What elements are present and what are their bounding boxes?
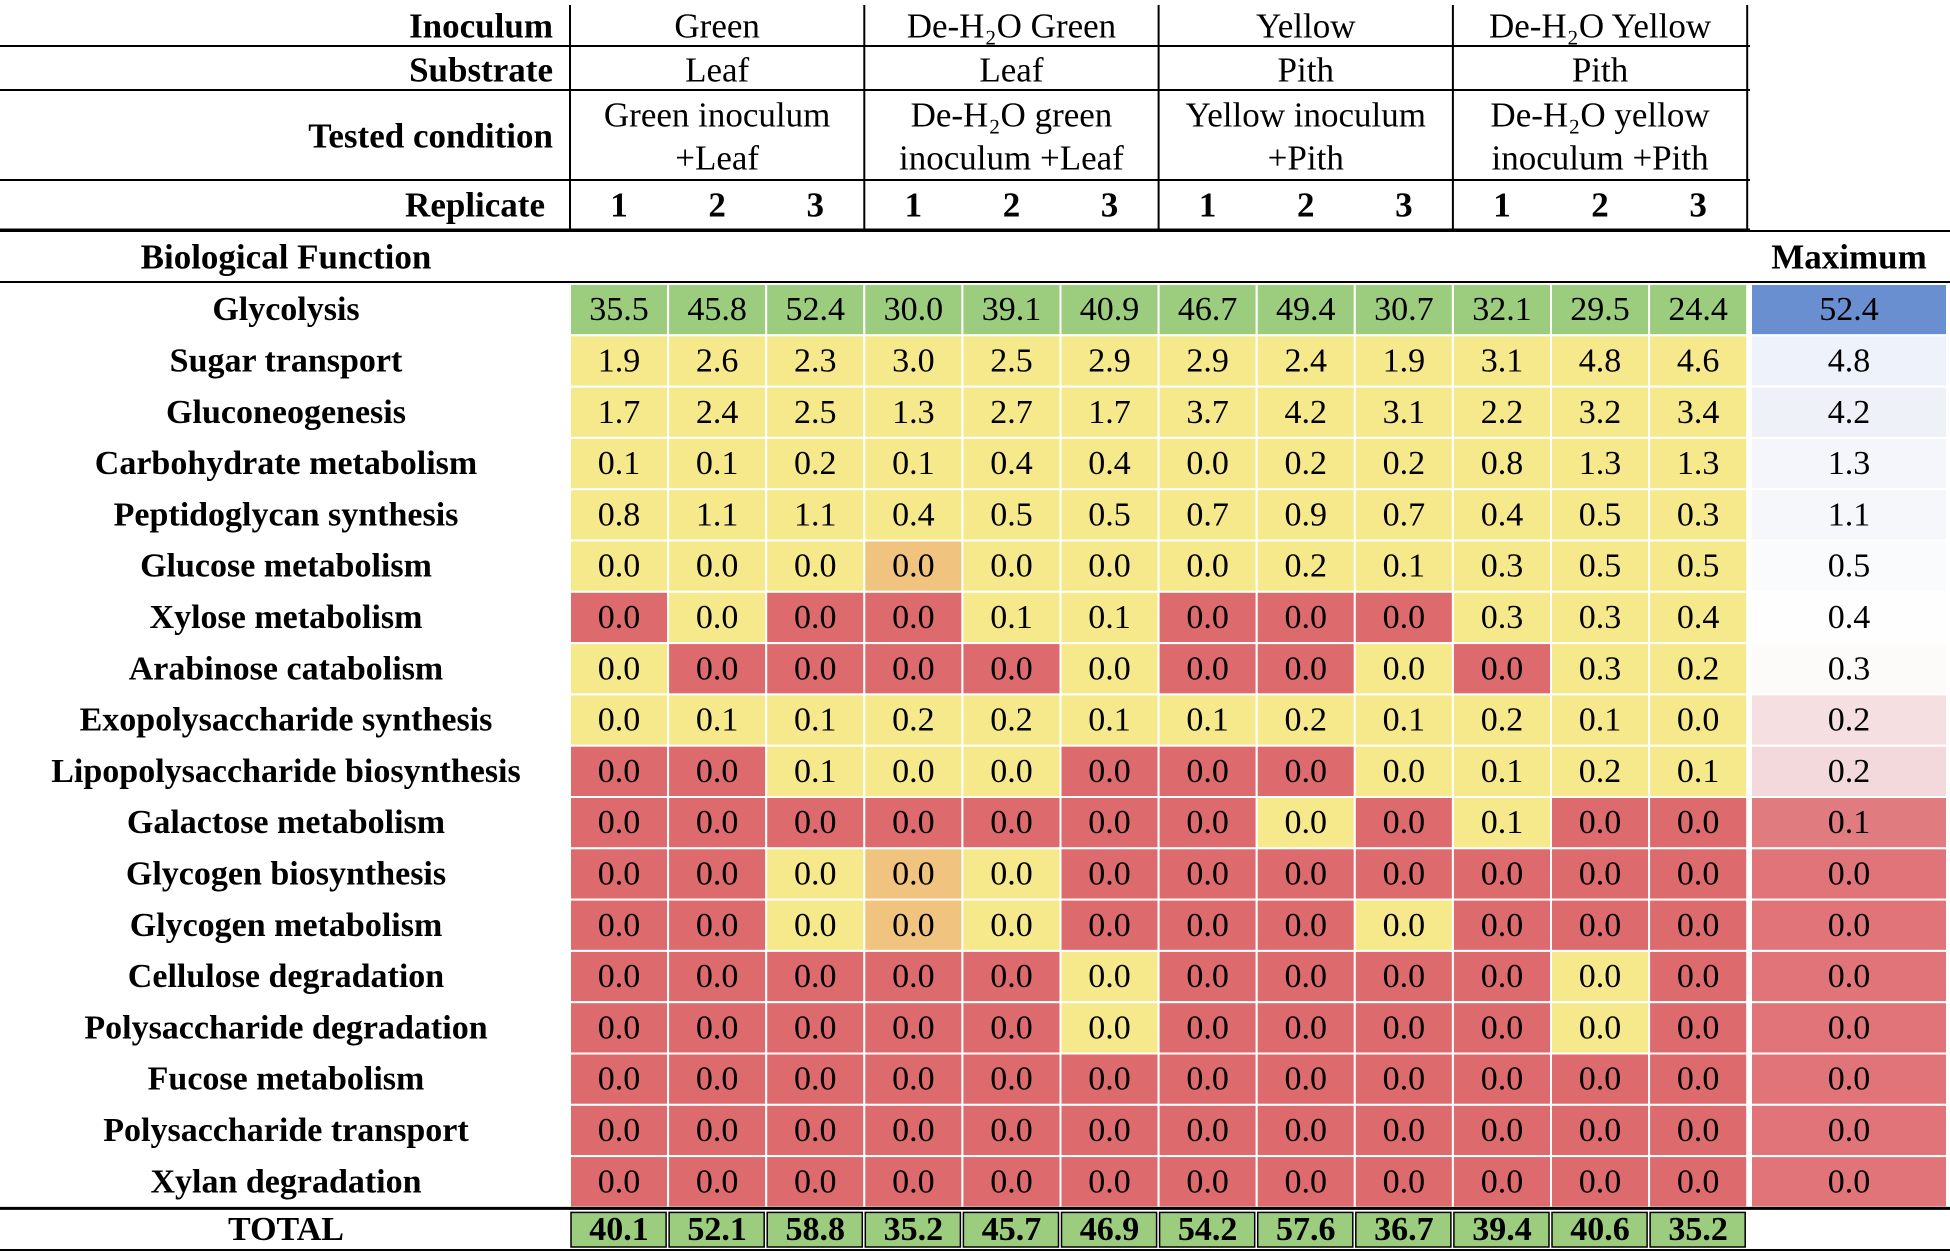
cell-value: 0.0 [1480, 650, 1524, 688]
cell-value: 0.0 [1480, 906, 1524, 944]
cell-value: 0.0 [990, 1111, 1033, 1149]
cell-value: 0.0 [1382, 1060, 1426, 1098]
cell-value: 0.1 [1578, 701, 1622, 739]
function-label: Glycogen biosynthesis [125, 855, 447, 893]
cell-value: 0.0 [1284, 650, 1327, 688]
cell-value: 2.5 [990, 342, 1033, 380]
cell-value: 0.0 [892, 598, 935, 636]
total-value: 46.9 [1079, 1211, 1140, 1249]
cell-value: 0.0 [892, 1009, 935, 1047]
cell-value: 2.7 [990, 393, 1033, 431]
cell-value: 0.2 [1676, 650, 1720, 688]
cell-value: 30.7 [1374, 291, 1434, 329]
cell-value: 0.0 [1676, 906, 1720, 944]
cell-value: 0.0 [990, 1009, 1033, 1047]
function-label: Glucose metabolism [140, 547, 432, 585]
cell-value: 4.8 [1578, 342, 1622, 380]
cell-value: 0.1 [1480, 804, 1524, 842]
cell-value: 0.0 [1578, 855, 1622, 893]
cell-value: 0.3 [1480, 598, 1524, 636]
cell-value: 0.2 [1284, 445, 1327, 483]
cell-value: 0.0 [597, 650, 641, 688]
cell-value: 0.0 [1480, 958, 1524, 996]
cell-value: 0.1 [794, 752, 837, 790]
cell-value: 0.0 [1186, 650, 1229, 688]
cell-value: 0.0 [1382, 804, 1426, 842]
cell-value: 0.5 [1578, 496, 1622, 534]
cell-value: 0.0 [1480, 1111, 1524, 1149]
group-condition-line1: Yellow inoculum [1185, 95, 1426, 135]
function-label: Gluconeogenesis [166, 393, 406, 431]
cell-value: 0.0 [1088, 1009, 1131, 1047]
cell-value: 0.0 [1382, 958, 1426, 996]
replicate-number: 1 [1493, 185, 1511, 225]
replicate-number: 3 [1395, 185, 1413, 225]
cell-value: 0.0 [1382, 650, 1426, 688]
cell-value: 0.0 [1382, 855, 1426, 893]
cell-value: 1.9 [1382, 342, 1426, 380]
cell-value: 0.1 [1186, 701, 1229, 739]
cell-value: 0.0 [892, 855, 935, 893]
replicate-number: 1 [610, 185, 628, 225]
cell-value: 2.4 [695, 393, 739, 431]
cell-value: 0.0 [1186, 958, 1229, 996]
cell-value: 0.0 [1186, 855, 1229, 893]
group-condition-line2: inoculum +Leaf [899, 138, 1124, 178]
cell-value: 3.1 [1382, 393, 1426, 431]
group-condition-line1: Green inoculum [603, 95, 831, 135]
cell-value: 0.2 [990, 701, 1033, 739]
cell-value: 0.0 [794, 1163, 837, 1201]
cell-value: 1.3 [1578, 445, 1622, 483]
cell-value: 35.5 [589, 291, 649, 329]
max-value: 0.2 [1827, 701, 1871, 739]
max-value: 0.5 [1827, 547, 1871, 585]
total-value: 36.7 [1374, 1211, 1434, 1249]
cell-value: 0.1 [1088, 701, 1131, 739]
total-value: 54.2 [1177, 1211, 1238, 1249]
cell-value: 0.9 [1284, 496, 1327, 534]
cell-value: 0.0 [892, 1111, 935, 1149]
cell-value: 0.0 [1284, 1163, 1327, 1201]
cell-value: 0.2 [1382, 445, 1426, 483]
cell-value: 3.1 [1480, 342, 1524, 380]
function-label: Cellulose degradation [127, 958, 445, 996]
cell-value: 46.7 [1177, 291, 1238, 329]
cell-value: 0.0 [1186, 1163, 1229, 1201]
cell-value: 0.0 [1088, 547, 1131, 585]
cell-value: 0.2 [892, 701, 935, 739]
cell-value: 0.0 [597, 1111, 641, 1149]
cell-value: 0.0 [892, 906, 935, 944]
cell-value: 0.0 [1382, 906, 1426, 944]
cell-value: 0.0 [1284, 855, 1327, 893]
cell-value: 0.0 [1578, 1163, 1622, 1201]
cell-value: 0.0 [1382, 598, 1426, 636]
cell-value: 0.0 [1088, 752, 1131, 790]
cell-value: 0.0 [1088, 906, 1131, 944]
cell-value: 0.0 [1382, 1163, 1426, 1201]
cell-value: 0.7 [1382, 496, 1426, 534]
cell-value: 0.0 [1088, 1060, 1131, 1098]
max-value: 4.2 [1827, 393, 1871, 431]
cell-value: 2.9 [1088, 342, 1131, 380]
replicate-number: 3 [1689, 185, 1707, 225]
cell-value: 0.0 [1676, 1009, 1720, 1047]
cell-value: 0.0 [1088, 804, 1131, 842]
max-value: 0.0 [1827, 958, 1871, 996]
max-value: 0.4 [1827, 598, 1871, 636]
cell-value: 0.0 [892, 547, 935, 585]
cell-value: 29.5 [1570, 291, 1630, 329]
cell-value: 0.0 [990, 650, 1033, 688]
cell-value: 2.2 [1480, 393, 1524, 431]
cell-value: 0.8 [597, 496, 641, 534]
total-value: 57.6 [1276, 1211, 1336, 1249]
function-label: Glycolysis [212, 291, 360, 329]
group-substrate: Pith [1277, 50, 1334, 90]
total-value: 52.1 [687, 1211, 747, 1249]
cell-value: 0.0 [695, 906, 739, 944]
cell-value: 0.2 [794, 445, 837, 483]
cell-value: 0.0 [695, 1009, 739, 1047]
cell-value: 0.7 [1186, 496, 1229, 534]
cell-value: 0.0 [1186, 752, 1229, 790]
max-value: 0.0 [1827, 1060, 1871, 1098]
cell-value: 39.1 [981, 291, 1042, 329]
cell-value: 0.0 [892, 1060, 935, 1098]
cell-value: 0.4 [892, 496, 935, 534]
cell-value: 0.0 [695, 804, 739, 842]
cell-value: 0.0 [695, 1060, 739, 1098]
cell-value: 0.1 [597, 445, 641, 483]
cell-value: 0.0 [1186, 1009, 1229, 1047]
cell-value: 0.0 [597, 547, 641, 585]
replicate-number: 3 [806, 185, 824, 225]
function-label: Xylose metabolism [149, 598, 423, 636]
total-label: TOTAL [228, 1211, 344, 1249]
cell-value: 2.3 [794, 342, 837, 380]
cell-value: 45.8 [687, 291, 747, 329]
cell-value: 4.2 [1284, 393, 1327, 431]
cell-value: 0.0 [1480, 1009, 1524, 1047]
cell-value: 52.4 [785, 291, 845, 329]
function-label: Polysaccharide degradation [84, 1009, 488, 1047]
group-inoculum: De-H₂O Yellow [1488, 6, 1712, 46]
cell-value: 0.0 [597, 906, 641, 944]
cell-value: 0.0 [1480, 1163, 1524, 1201]
header-replicate-label: Replicate [405, 185, 545, 225]
max-value: 0.1 [1827, 804, 1871, 842]
cell-value: 0.0 [794, 598, 837, 636]
cell-value: 0.0 [794, 855, 837, 893]
cell-value: 0.0 [794, 958, 837, 996]
total-value: 39.4 [1472, 1211, 1532, 1249]
cell-value: 40.9 [1079, 291, 1140, 329]
cell-value: 0.0 [990, 1163, 1033, 1201]
cell-value: 0.0 [990, 1060, 1033, 1098]
header-inoculum-label: Inoculum [409, 6, 553, 46]
cell-value: 0.0 [892, 650, 935, 688]
cell-value: 1.9 [597, 342, 641, 380]
total-value: 40.6 [1570, 1211, 1630, 1249]
maximum-label: Maximum [1771, 237, 1927, 277]
group-condition-line2: +Pith [1267, 138, 1344, 178]
max-value: 0.3 [1827, 650, 1871, 688]
total-value: 35.2 [883, 1211, 944, 1249]
cell-value: 0.0 [1284, 1060, 1327, 1098]
cell-value: 0.5 [1578, 547, 1622, 585]
function-label: Xylan degradation [150, 1163, 422, 1201]
cell-value: 30.0 [883, 291, 944, 329]
cell-value: 0.0 [597, 1009, 641, 1047]
replicate-number: 1 [1198, 185, 1217, 225]
cell-value: 0.0 [794, 547, 837, 585]
cell-value: 32.1 [1472, 291, 1532, 329]
total-value: 40.1 [589, 1211, 649, 1249]
cell-value: 0.0 [794, 650, 837, 688]
max-value: 4.8 [1827, 342, 1871, 380]
replicate-number: 2 [1297, 185, 1315, 225]
cell-value: 0.0 [1578, 906, 1622, 944]
cell-value: 0.0 [695, 958, 739, 996]
cell-value: 0.0 [1382, 1009, 1426, 1047]
cell-value: 0.0 [1382, 752, 1426, 790]
cell-value: 0.0 [597, 804, 641, 842]
cell-value: 0.0 [1284, 1111, 1327, 1149]
cell-value: 0.0 [1186, 445, 1229, 483]
group-condition-line2: inoculum +Pith [1491, 138, 1709, 178]
total-value: 58.8 [785, 1211, 845, 1249]
cell-value: 2.5 [794, 393, 837, 431]
cell-value: 0.0 [597, 855, 641, 893]
function-label: Sugar transport [169, 342, 403, 380]
cell-value: 1.1 [695, 496, 739, 534]
cell-value: 0.2 [1578, 752, 1622, 790]
cell-value: 0.2 [1480, 701, 1524, 739]
group-inoculum: Yellow [1255, 6, 1356, 46]
cell-value: 1.3 [1676, 445, 1720, 483]
cell-value: 0.0 [1186, 906, 1229, 944]
cell-value: 0.0 [1578, 958, 1622, 996]
cell-value: 0.0 [1284, 752, 1327, 790]
cell-value: 0.0 [1578, 804, 1622, 842]
cell-value: 0.0 [1088, 1163, 1131, 1201]
max-value: 0.0 [1827, 906, 1871, 944]
cell-value: 0.0 [1676, 804, 1720, 842]
cell-value: 0.5 [1088, 496, 1131, 534]
cell-value: 4.6 [1676, 342, 1720, 380]
cell-value: 0.5 [990, 496, 1033, 534]
total-value: 45.7 [981, 1211, 1042, 1249]
cell-value: 2.4 [1284, 342, 1327, 380]
cell-value: 0.1 [1088, 598, 1131, 636]
cell-value: 0.0 [990, 804, 1033, 842]
cell-value: 0.0 [695, 547, 739, 585]
cell-value: 0.0 [597, 958, 641, 996]
cell-value: 0.0 [794, 1060, 837, 1098]
cell-value: 0.5 [1676, 547, 1720, 585]
cell-value: 0.0 [1284, 958, 1327, 996]
cell-value: 0.0 [597, 1060, 641, 1098]
cell-value: 0.0 [892, 1163, 935, 1201]
cell-value: 0.0 [1480, 855, 1524, 893]
cell-value: 0.4 [1480, 496, 1524, 534]
group-substrate: Pith [1571, 50, 1629, 90]
cell-value: 1.7 [597, 393, 641, 431]
function-label: Galactose metabolism [126, 804, 446, 842]
cell-value: 0.0 [1088, 1111, 1131, 1149]
cell-value: 0.0 [1578, 1060, 1622, 1098]
cell-value: 0.0 [1186, 1111, 1229, 1149]
cell-value: 0.1 [695, 445, 739, 483]
max-value: 1.1 [1827, 496, 1871, 534]
max-value: 0.0 [1827, 855, 1871, 893]
cell-value: 0.0 [597, 1163, 641, 1201]
group-inoculum: Green [674, 6, 760, 46]
cell-value: 0.0 [1676, 855, 1720, 893]
cell-value: 0.0 [695, 650, 739, 688]
function-label: Peptidoglycan synthesis [113, 496, 459, 534]
cell-value: 0.1 [892, 445, 935, 483]
cell-value: 0.0 [695, 598, 739, 636]
cell-value: 0.1 [695, 701, 739, 739]
cell-value: 0.0 [1676, 1060, 1720, 1098]
cell-value: 0.0 [1284, 1009, 1327, 1047]
cell-value: 0.0 [892, 958, 935, 996]
header-condition-label: Tested condition [308, 116, 553, 156]
max-value: 0.0 [1827, 1111, 1871, 1149]
cell-value: 0.1 [990, 598, 1033, 636]
replicate-number: 1 [904, 185, 923, 225]
cell-value: 1.1 [794, 496, 837, 534]
cell-value: 0.0 [990, 752, 1033, 790]
max-value: 0.2 [1827, 752, 1871, 790]
cell-value: 0.2 [1284, 547, 1327, 585]
cell-value: 0.0 [1284, 906, 1327, 944]
cell-value: 0.0 [990, 906, 1033, 944]
cell-value: 0.2 [1284, 701, 1327, 739]
cell-value: 0.1 [794, 701, 837, 739]
cell-value: 0.0 [1186, 804, 1229, 842]
cell-value: 0.4 [990, 445, 1033, 483]
cell-value: 0.8 [1480, 445, 1524, 483]
replicate-number: 2 [1591, 185, 1609, 225]
cell-value: 0.0 [1676, 958, 1720, 996]
replicate-number: 3 [1100, 185, 1119, 225]
total-value: 35.2 [1668, 1211, 1728, 1249]
function-label: Lipopolysaccharide biosynthesis [51, 752, 521, 790]
function-label: Exopolysaccharide synthesis [79, 701, 493, 739]
cell-value: 0.0 [597, 752, 641, 790]
cell-value: 0.0 [695, 855, 739, 893]
cell-value: 2.9 [1186, 342, 1229, 380]
cell-value: 0.0 [990, 958, 1033, 996]
function-label: Fucose metabolism [147, 1060, 425, 1098]
cell-value: 0.0 [1578, 1111, 1622, 1149]
cell-value: 0.4 [1676, 598, 1720, 636]
cell-value: 0.1 [1480, 752, 1524, 790]
max-value: 0.0 [1827, 1163, 1871, 1201]
cell-value: 0.0 [597, 701, 641, 739]
cell-value: 1.7 [1088, 393, 1131, 431]
cell-value: 3.0 [892, 342, 935, 380]
cell-value: 0.0 [695, 752, 739, 790]
cell-value: 0.0 [990, 855, 1033, 893]
cell-value: 0.0 [1284, 598, 1327, 636]
group-substrate: Leaf [979, 50, 1044, 90]
replicate-number: 2 [1002, 185, 1021, 225]
group-substrate: Leaf [685, 50, 750, 90]
cell-value: 0.0 [794, 1009, 837, 1047]
group-inoculum: De-H₂O Green [906, 6, 1117, 46]
cell-value: 24.4 [1668, 291, 1728, 329]
cell-value: 0.0 [597, 598, 641, 636]
cell-value: 0.3 [1578, 598, 1622, 636]
cell-value: 0.3 [1480, 547, 1524, 585]
cell-value: 0.1 [1676, 752, 1720, 790]
cell-value: 0.0 [794, 906, 837, 944]
cell-value: 49.4 [1276, 291, 1336, 329]
cell-value: 3.7 [1186, 393, 1229, 431]
cell-value: 0.0 [1578, 1009, 1622, 1047]
cell-value: 0.0 [1186, 547, 1229, 585]
biological-function-label: Biological Function [140, 237, 432, 277]
header-substrate-label: Substrate [409, 50, 553, 90]
cell-value: 0.0 [695, 1111, 739, 1149]
cell-value: 0.1 [1382, 547, 1426, 585]
function-label: Polysaccharide transport [103, 1111, 469, 1149]
cell-value: 0.0 [1676, 1111, 1720, 1149]
cell-value: 0.0 [1186, 1060, 1229, 1098]
function-label: Arabinose catabolism [128, 650, 444, 688]
cell-value: 2.6 [695, 342, 739, 380]
cell-value: 0.0 [1480, 1060, 1524, 1098]
max-value: 52.4 [1819, 291, 1879, 329]
cell-value: 0.3 [1676, 496, 1720, 534]
cell-value: 0.0 [1284, 804, 1327, 842]
group-condition-line1: De-H₂O green [910, 95, 1113, 135]
cell-value: 0.3 [1578, 650, 1622, 688]
cell-value: 0.1 [1382, 701, 1426, 739]
cell-value: 0.0 [1676, 1163, 1720, 1201]
replicate-number: 2 [708, 185, 726, 225]
cell-value: 0.0 [1186, 598, 1229, 636]
cell-value: 0.0 [1088, 958, 1131, 996]
cell-value: 3.2 [1578, 393, 1622, 431]
cell-value: 3.4 [1676, 393, 1720, 431]
cell-value: 0.0 [794, 804, 837, 842]
cell-value: 0.0 [892, 804, 935, 842]
cell-value: 0.0 [695, 1163, 739, 1201]
cell-value: 0.4 [1088, 445, 1131, 483]
cell-value: 0.0 [1676, 701, 1720, 739]
max-value: 0.0 [1827, 1009, 1871, 1047]
group-condition-line2: +Leaf [675, 138, 760, 178]
group-condition-line1: De-H₂O yellow [1490, 95, 1710, 135]
function-label: Carbohydrate metabolism [94, 445, 478, 483]
cell-value: 0.0 [1088, 650, 1131, 688]
cell-value: 0.0 [1088, 855, 1131, 893]
cell-value: 1.3 [892, 393, 935, 431]
cell-value: 0.0 [1382, 1111, 1426, 1149]
cell-value: 0.0 [794, 1111, 837, 1149]
cell-value: 0.0 [990, 547, 1033, 585]
function-label: Glycogen metabolism [129, 906, 443, 944]
max-value: 1.3 [1827, 445, 1871, 483]
cell-value: 0.0 [892, 752, 935, 790]
